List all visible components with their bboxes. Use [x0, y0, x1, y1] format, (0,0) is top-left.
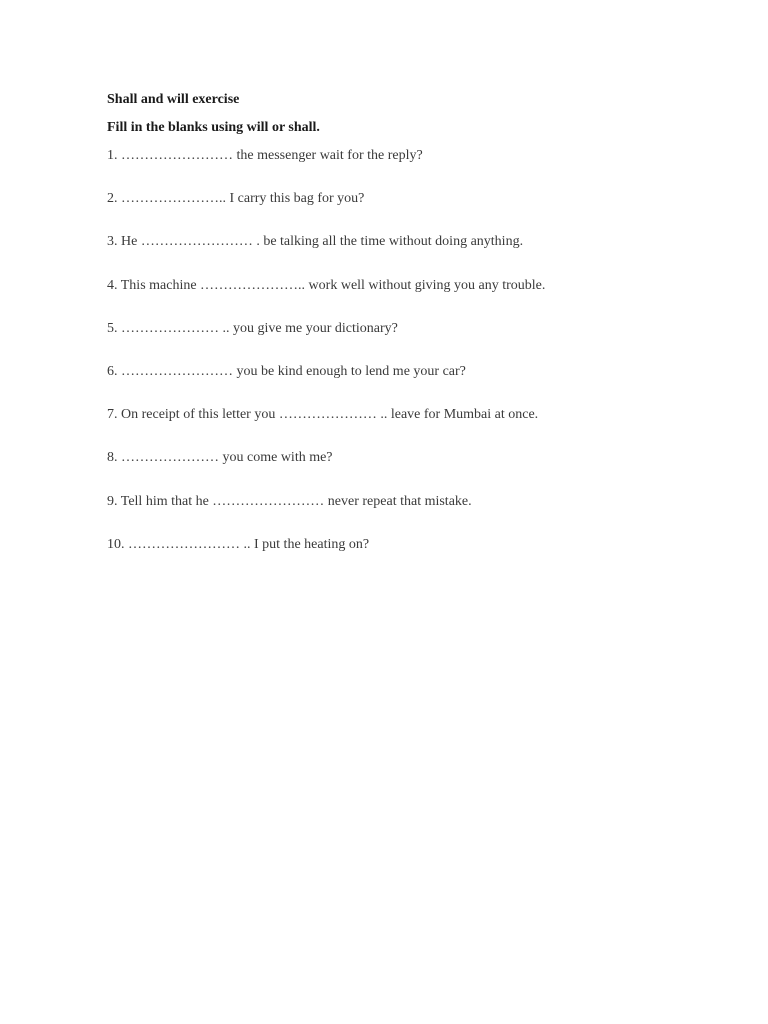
document-title: Shall and will exercise	[107, 92, 240, 107]
exercise-instruction: Fill in the blanks using will or shall.	[107, 120, 320, 135]
question-list	[107, 147, 545, 579]
question-item-8: 8. ………………… you come with me?	[107, 450, 333, 466]
question-item-3: 3. He …………………… . be talking all the time without doing anything.	[107, 234, 524, 250]
question-item-1: 1. …………………… the messenger wait for the reply?	[107, 148, 423, 163]
question-item-7: 7. On receipt of this letter you ………………… .. leave for Mumbai at once.	[107, 407, 539, 423]
question-item-5: 5. ………………… .. you give me your dictionary?	[107, 320, 398, 336]
question-item-6: 6. …………………… you be kind enough to lend me your car?	[107, 363, 466, 379]
question-item-2: 2. ………………….. I carry this bag for you?	[107, 191, 365, 207]
question-item-9: 9. Tell him that he …………………… never repeat that mistake.	[107, 493, 472, 509]
question-item-10: 10. …………………… .. I put the heating on?	[107, 536, 370, 552]
question-item-4: 4. This machine ………………….. work well without giving you any trouble.	[107, 277, 546, 293]
